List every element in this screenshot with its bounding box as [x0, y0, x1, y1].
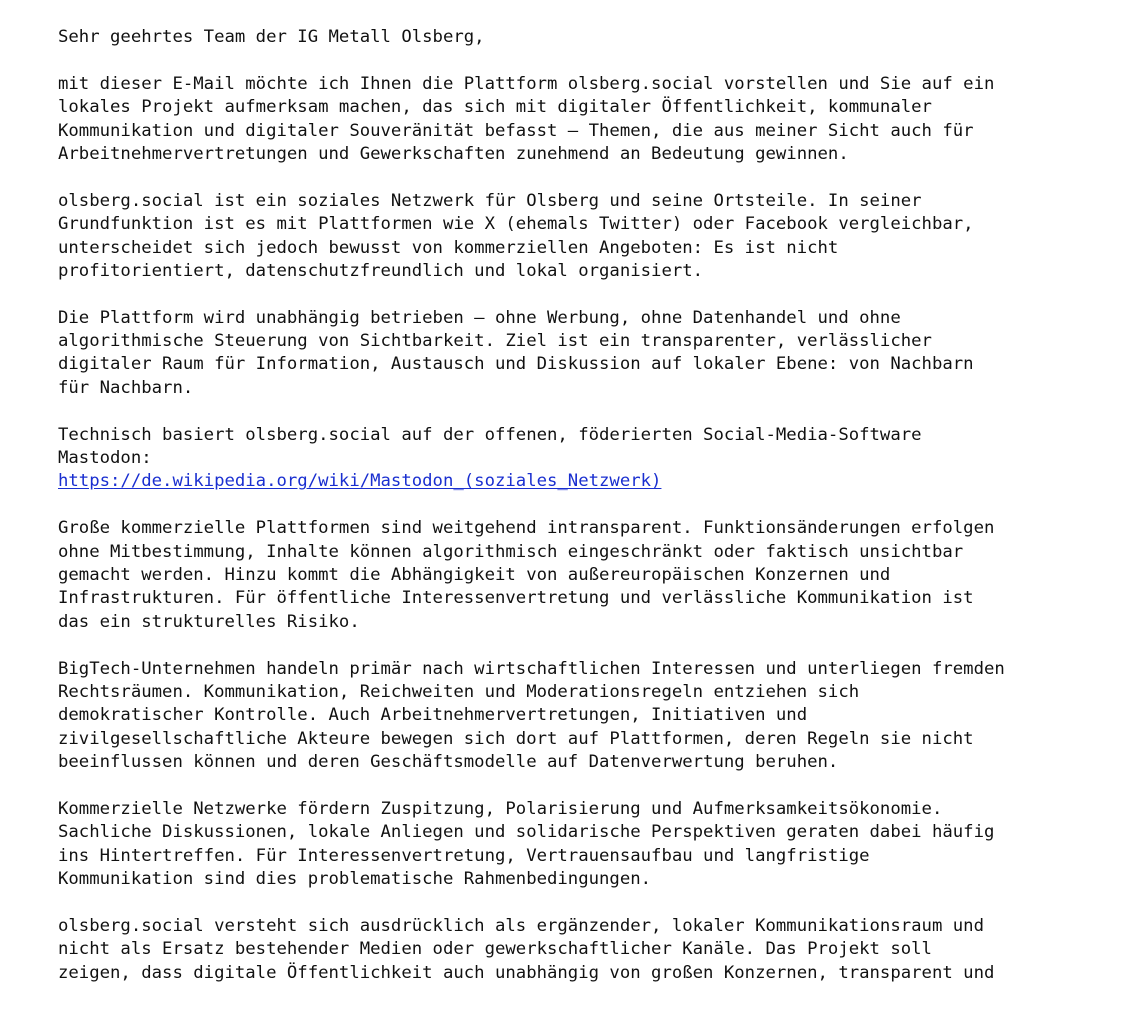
paragraph-gap [58, 400, 1143, 423]
text-line: Kommunikation sind dies problematische Rahmenbedingungen. [58, 869, 652, 890]
text-line: olsberg.social versteht sich ausdrücklich als ergänzender, lokaler Kommunikationsraum und [58, 915, 984, 936]
text-line: ins Hintertreffen. Für Interessenvertretung, Vertrauensaufbau und langfristige [58, 845, 870, 866]
paragraph-about [58, 190, 1143, 284]
text-line: das ein strukturelles Risiko. [58, 611, 360, 632]
paragraph-independence [58, 307, 1143, 401]
text-line: olsberg.social ist ein soziales Netzwerk für Olsberg und seine Ortsteile. In seiner [58, 190, 922, 211]
text-line: Grundfunktion ist es mit Plattformen wie X (ehemals Twitter) oder Facebook vergleichbar, [58, 214, 974, 235]
text-line: Sachliche Diskussionen, lokale Anliegen und solidarische Perspektiven geraten dabei häufig [58, 822, 995, 843]
email-body [58, 26, 1143, 985]
mastodon-wikipedia-link[interactable]: https://de.wikipedia.org/wiki/Mastodon_(soziales_Netzwerk) [58, 471, 662, 492]
link-line [58, 470, 1143, 493]
text-line: demokratischer Kontrolle. Auch Arbeitnehmervertretungen, Initiativen und [58, 705, 808, 726]
text-line: Die Plattform wird unabhängig betrieben – ohne Werbung, ohne Datenhandel und ohne [58, 307, 901, 328]
text-line: beeinflussen können und deren Geschäftsmodelle auf Datenverwertung beruhen. [58, 752, 839, 773]
text-line: Kommerzielle Netzwerke fördern Zuspitzung, Polarisierung und Aufmerksamkeitsökonomie. [58, 798, 943, 819]
text-line: zeigen, dass digitale Öffentlichkeit auch unabhängig von großen Konzernen, transparent und [58, 962, 995, 983]
text-line: lokales Projekt aufmerksam machen, das sich mit digitaler Öffentlichkeit, kommunaler [58, 97, 932, 118]
paragraph-gap [58, 634, 1143, 657]
paragraph-complement [58, 915, 1143, 985]
paragraph-technical [58, 424, 1143, 494]
paragraph-gap [58, 49, 1143, 72]
paragraph-bigtech [58, 658, 1143, 775]
text-line: Infrastrukturen. Für öffentliche Interessenvertretung und verlässliche Kommunikation ist [58, 588, 974, 609]
paragraph-gap [58, 166, 1143, 189]
paragraph-gap [58, 283, 1143, 306]
text-line: zivilgesellschaftliche Akteure bewegen sich dort auf Plattformen, deren Regeln sie nicht [58, 728, 974, 749]
text-line: nicht als Ersatz bestehender Medien oder gewerkschaftlicher Kanäle. Das Projekt soll [58, 939, 932, 960]
paragraph-gap [58, 891, 1143, 914]
text-line: Mastodon: [58, 448, 152, 469]
text-line: digitaler Raum für Information, Austausch und Diskussion auf lokaler Ebene: von Nachbarn [58, 354, 974, 375]
text-line: unterscheidet sich jedoch bewusst von kommerziellen Angeboten: Es ist nicht [58, 237, 839, 258]
text-line: für Nachbarn. [58, 377, 194, 398]
text-line: BigTech-Unternehmen handeln primär nach wirtschaftlichen Interessen und unterliegen fremden [58, 658, 1005, 679]
paragraph-gap [58, 494, 1143, 517]
text-line: gemacht werden. Hinzu kommt die Abhängigkeit von außereuropäischen Konzernen und [58, 564, 891, 585]
text-line: profitorientiert, datenschutzfreundlich und lokal organisiert. [58, 260, 704, 281]
text-line: ohne Mitbestimmung, Inhalte können algorithmisch eingeschränkt oder faktisch unsichtbar [58, 541, 964, 562]
paragraph-intro [58, 73, 1143, 167]
text-line: Arbeitnehmervertretungen und Gewerkschaften zunehmend an Bedeutung gewinnen. [58, 143, 849, 164]
text-line: Technisch basiert olsberg.social auf der offenen, föderierten Social-Media-Software [58, 424, 922, 445]
text-line: mit dieser E-Mail möchte ich Ihnen die Plattform olsberg.social vorstellen und Sie auf ein [58, 73, 995, 94]
text-line: algorithmische Steuerung von Sichtbarkeit. Ziel ist ein transparenter, verlässlicher [58, 331, 932, 352]
text-line: Rechtsräumen. Kommunikation, Reichweiten und Moderationsregeln entziehen sich [58, 681, 860, 702]
greeting: Sehr geehrtes Team der IG Metall Olsberg, [58, 27, 485, 47]
paragraph-commercial-networks [58, 798, 1143, 892]
text-line: Kommunikation und digitaler Souveränität befasst – Themen, die aus meiner Sicht auch für [58, 120, 974, 141]
paragraph-platforms [58, 517, 1143, 634]
paragraph-gap [58, 775, 1143, 798]
text-line: Große kommerzielle Plattformen sind weitgehend intransparent. Funktionsänderungen erfolgen [58, 518, 995, 539]
